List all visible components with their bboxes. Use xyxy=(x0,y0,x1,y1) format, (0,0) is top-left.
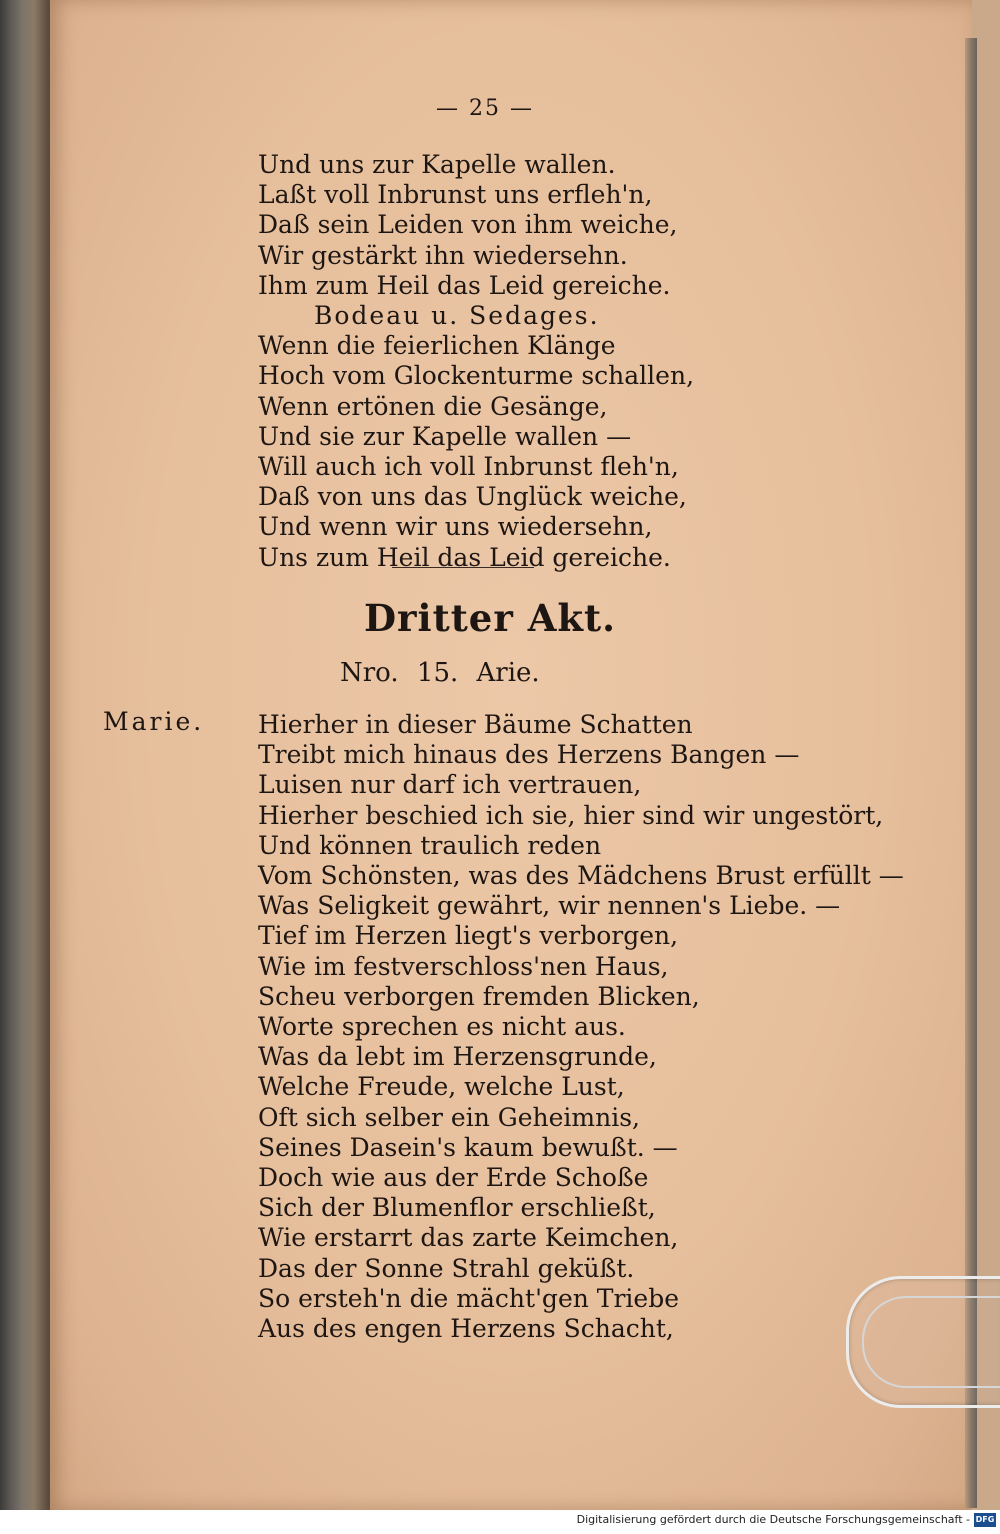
verse-line: Sich der Blumenflor erschließt, xyxy=(258,1193,656,1223)
book-cover-edge xyxy=(0,0,52,1534)
verse-line: Und können traulich reden xyxy=(258,830,602,860)
verse-line: Uns zum Heil das Leid gereiche. xyxy=(258,542,671,572)
speaker-name-marie: Marie. xyxy=(103,707,205,736)
verse-line: Das der Sonne Strahl geküßt. xyxy=(258,1253,635,1283)
verse-line: Was Seligkeit gewährt, wir nennen's Liebe. — xyxy=(258,891,841,921)
verse-line: Oft sich selber ein Geheimnis, xyxy=(258,1102,641,1132)
verse-line: Wir gestärkt ihn wiedersehn. xyxy=(258,240,628,270)
verse-line: Hierher in dieser Bäume Schatten xyxy=(258,710,693,739)
number-heading: Nro. 15. Arie. xyxy=(340,658,540,688)
verse-line: Daß von uns das Unglück weiche, xyxy=(258,482,687,512)
verse-line: Will auch ich voll Inbrunst fleh'n, xyxy=(258,452,679,482)
verse-line: Was da lebt im Herzensgrunde, xyxy=(258,1042,657,1072)
speaker-name-bodeau-sedages: Bodeau u. Sedages. xyxy=(314,301,600,331)
verse-line: Scheu verborgen fremden Blicken, xyxy=(258,981,700,1011)
digitization-credit: Digitalisierung gefördert durch die Deutsche Forschungsgemeinschaft - xyxy=(576,1513,970,1526)
verse-line: Wie im festverschloss'nen Haus, xyxy=(258,951,669,981)
verse-line: Und wenn wir uns wiedersehn, xyxy=(258,512,653,542)
verse-line: Daß sein Leiden von ihm weiche, xyxy=(258,210,678,240)
verse-line: Und sie zur Kapelle wallen — xyxy=(258,421,632,451)
verse-block-top xyxy=(258,150,694,573)
verse-line: Luisen nur darf ich vertrauen, xyxy=(258,770,642,800)
verse-block-aria xyxy=(258,710,904,1344)
act-title: Dritter Akt. xyxy=(363,596,617,640)
page-number: — 25 — xyxy=(436,96,534,121)
verse-line: Wie erstarrt das zarte Keimchen, xyxy=(258,1223,679,1253)
verse-line: Ihm zum Heil das Leid gereiche. xyxy=(258,270,671,300)
verse-line: Seines Dasein's kaum bewußt. — xyxy=(258,1132,678,1162)
verse-line: Aus des engen Herzens Schacht, xyxy=(258,1314,674,1344)
verse-line: Worte sprechen es nicht aus. xyxy=(258,1012,626,1042)
verse-line: Welche Freude, welche Lust, xyxy=(258,1072,625,1102)
page-clip-inner xyxy=(862,1296,1000,1388)
verse-line: Tief im Herzen liegt's verborgen, xyxy=(258,921,679,951)
verse-line: So ersteh'n die mächt'gen Triebe xyxy=(258,1283,679,1313)
verse-line: Hoch vom Glockenturme schallen, xyxy=(258,361,695,391)
verse-line: Laßt voll Inbrunst uns erfleh'n, xyxy=(258,180,653,210)
verse-line: Und uns zur Kapelle wallen. xyxy=(258,150,616,179)
verse-line: Vom Schönsten, was des Mädchens Brust erfüllt — xyxy=(258,861,904,891)
dfg-logo: DFG xyxy=(974,1513,996,1527)
section-divider xyxy=(392,567,534,568)
verse-line: Treibt mich hinaus des Herzens Bangen — xyxy=(258,740,800,770)
verse-line: Doch wie aus der Erde Schoße xyxy=(258,1163,649,1193)
verse-line: Hierher beschied ich sie, hier sind wir ungestört, xyxy=(258,800,884,830)
verse-line: Wenn ertönen die Gesänge, xyxy=(258,391,608,421)
verse-line: Wenn die feierlichen Klänge xyxy=(258,331,616,361)
